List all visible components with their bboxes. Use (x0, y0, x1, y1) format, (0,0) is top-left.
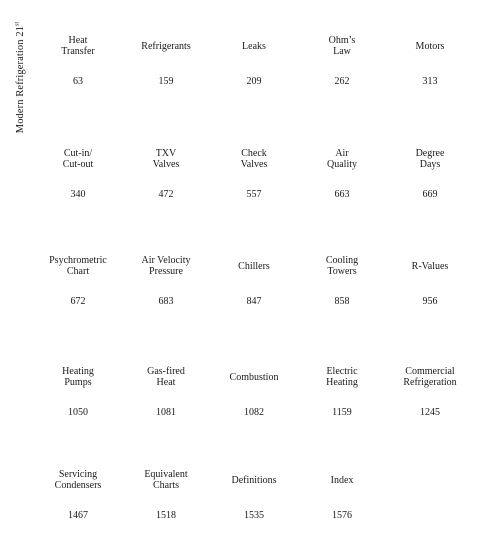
entry-page: 1518 (156, 510, 176, 521)
index-entry[interactable] (35, 250, 121, 361)
entry-page: 1245 (420, 407, 440, 418)
entry-page: 669 (422, 189, 438, 200)
index-row (35, 250, 475, 361)
entry-page: 209 (246, 76, 262, 87)
entry-label: Psychrometric Chart (49, 255, 107, 277)
entry-page: 858 (334, 296, 350, 307)
entry-page: 313 (422, 76, 438, 87)
side-title-text: Modern Refrigeration 21st (15, 21, 27, 133)
index-entry[interactable] (123, 30, 209, 143)
entry-page: 340 (70, 189, 86, 200)
entry-label: Electric Heating (326, 366, 358, 388)
index-row (35, 30, 475, 143)
entry-label: Ohm’s Law (328, 35, 356, 57)
entry-label: Air Quality (327, 148, 357, 170)
entry-label: Check Valves (240, 148, 268, 170)
entry-label: Motors (415, 40, 445, 52)
entry-label: Heat Transfer (61, 35, 95, 57)
index-row (35, 464, 475, 534)
index-entry[interactable] (123, 250, 209, 361)
entry-page: 262 (334, 76, 350, 87)
entry-label: Air Velocity Pressure (141, 255, 191, 277)
index-entry[interactable] (35, 464, 121, 534)
entry-page: 1535 (244, 510, 264, 521)
entry-label: Leaks (242, 40, 266, 52)
entry-page: 1159 (332, 407, 352, 418)
entry-page: 63 (73, 76, 83, 87)
entry-label: Degree Days (415, 148, 445, 170)
entry-label: Commercial Refrigeration (403, 366, 457, 388)
index-row (35, 143, 475, 250)
index-grid (35, 30, 475, 534)
entry-page: 1050 (68, 407, 88, 418)
entry-page: 1081 (156, 407, 176, 418)
index-entry[interactable] (123, 361, 209, 464)
entry-page: 683 (158, 296, 174, 307)
side-title (10, 22, 32, 132)
index-entry[interactable] (387, 361, 473, 464)
index-entry[interactable] (299, 250, 385, 361)
index-entry[interactable] (123, 143, 209, 250)
entry-label: Servicing Condensers (54, 469, 102, 491)
index-entry[interactable] (35, 361, 121, 464)
index-row (35, 361, 475, 464)
index-entry[interactable] (299, 143, 385, 250)
index-entry[interactable] (123, 464, 209, 534)
index-entry[interactable] (387, 250, 473, 361)
entry-page: 1467 (68, 510, 88, 521)
entry-page: 557 (246, 189, 262, 200)
index-entry[interactable] (35, 143, 121, 250)
index-entry[interactable] (35, 30, 121, 143)
entry-page: 1082 (244, 407, 264, 418)
entry-label: Heating Pumps (62, 366, 94, 388)
entry-label: Definitions (231, 474, 277, 486)
entry-label: Gas-fired Heat (147, 366, 185, 388)
entry-page: 956 (422, 296, 438, 307)
index-entry[interactable] (299, 30, 385, 143)
entry-label: Chillers (238, 260, 270, 272)
index-entry[interactable] (211, 250, 297, 361)
entry-label: Cut-in/ Cut-out (62, 148, 94, 170)
index-entry[interactable] (299, 464, 385, 534)
entry-page: 672 (70, 296, 86, 307)
index-entry[interactable] (211, 464, 297, 534)
entry-label: Refrigerants (141, 40, 191, 52)
entry-page: 847 (246, 296, 262, 307)
entry-label: R-Values (411, 260, 449, 272)
entry-page: 1576 (332, 510, 352, 521)
entry-label: Combustion (229, 371, 279, 383)
entry-page: 159 (158, 76, 174, 87)
entry-label: TXV Valves (152, 148, 180, 170)
index-entry[interactable] (387, 30, 473, 143)
entry-label: Cooling Towers (325, 255, 359, 277)
entry-label: Equivalent Charts (144, 469, 188, 491)
index-entry[interactable] (211, 361, 297, 464)
index-entry[interactable] (299, 361, 385, 464)
index-entry[interactable] (387, 143, 473, 250)
entry-label: Index (330, 474, 354, 486)
entry-page: 663 (334, 189, 350, 200)
index-entry[interactable] (211, 30, 297, 143)
index-entry[interactable] (211, 143, 297, 250)
entry-page: 472 (158, 189, 174, 200)
